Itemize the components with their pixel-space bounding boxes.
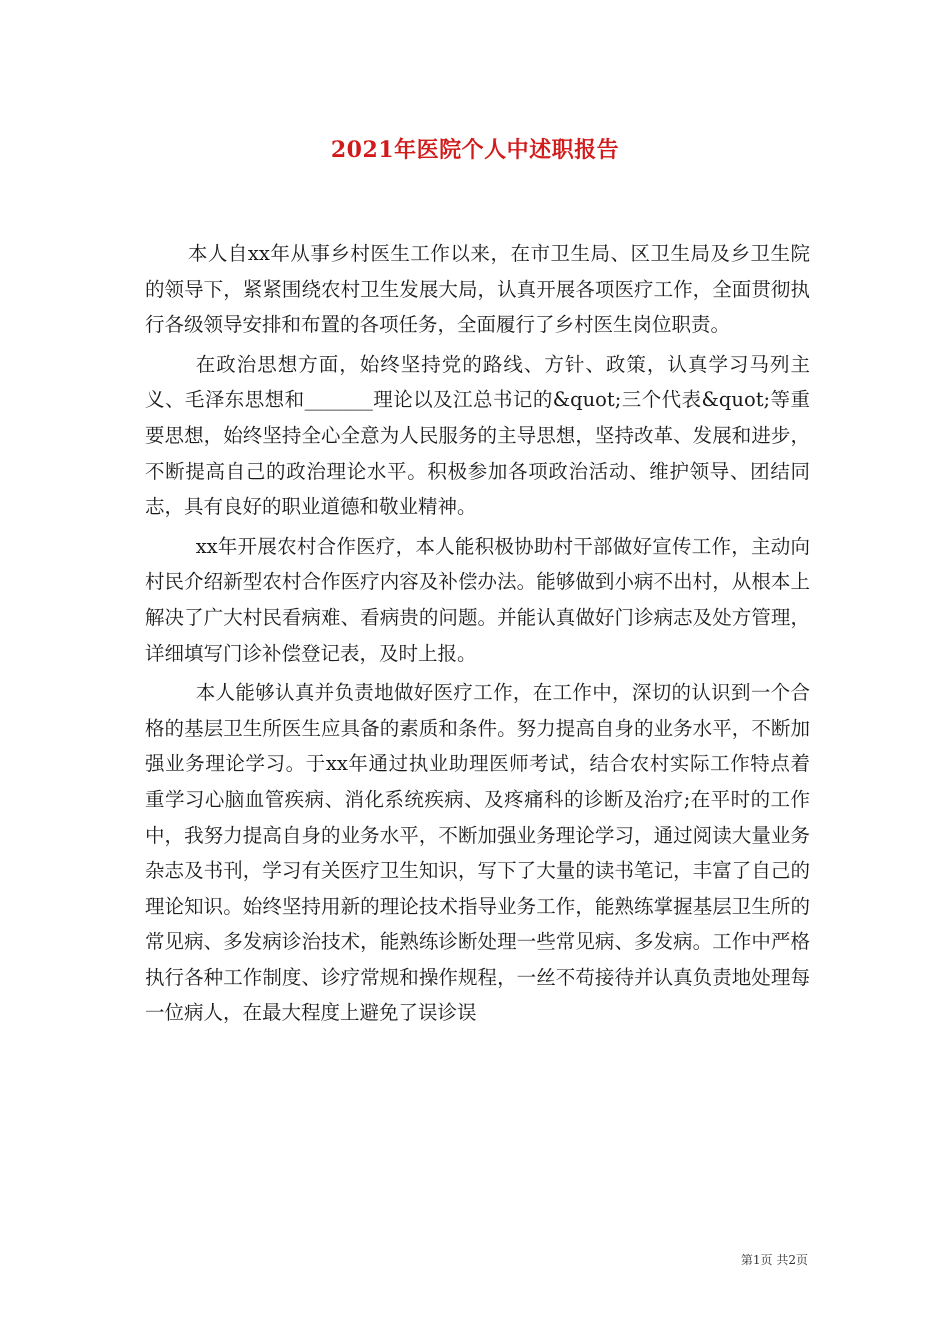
document-title: 2021年医院个人中述职报告 [330,137,620,163]
paragraph-3: xx年开展农村合作医疗，本人能积极协助村干部做好宣传工作，主动向村民介绍新型农村合作医疗内容及补偿办法。能够做到小病不出村，从根本上解决了广大村民看病难、看病贵的问题。并能认真做好门诊病志及处方管理，详细填写门诊补偿登记表，及时上报。 [145,534,810,665]
paragraph-4: 本人能够认真并负责地做好医疗工作，在工作中，深切的认识到一个合格的基层卫生所医生应具备的素质和条件。努力提高自身的业务水平，不断加强业务理论学习。于xx年通过执业助理医师考试，结合农村实际工作特点着重学习心脑血管疾病、消化系统疾病、及疼痛科的诊断及治疗;在平时的工作中，我努力提高自身的业务水平，不断加强业务理论学习，通过阅读大量业务杂志及书刊，学习有关医疗卫生知识，写下了大量的读书笔记，丰富了自己的理论知识。始终坚持用新的理论技术指导业务工作，能熟练掌握基层卫生所的常见病、多发病诊治技术，能熟练诊断处理一些常见病、多发病。工作中严格执行各种工作制度、诊疗常规和操作规程，一丝不苟接待并认真负责地处理每一位病人，在最大程度上避免了误诊误 [145,681,810,1025]
paragraph-2: 在政治思想方面，始终坚持党的路线、方针、政策，认真学习马列主义、毛泽东思想和_______理论以及江总书记的&quot;三个代表&quot;等重要思想，始终坚持全心全意为人民服务的主导思想，坚持改革、发展和进步，不断提高自己的政治理论水平。积极参加各项政治活动、维护领导、团结同志，具有良好的职业道德和敬业精神。 [145,352,810,519]
paragraph-1: 本人自xx年从事乡村医生工作以来，在市卫生局、区卫生局及乡卫生院的领导下，紧紧围绕农村卫生发展大局，认真开展各项医疗工作，全面贯彻执行各级领导安排和布置的各项任务，全面履行了乡村医生岗位职责。 [145,242,810,337]
page-number-footer: 第1页 共2页 [740,1253,808,1267]
document-body [145,236,810,1035]
